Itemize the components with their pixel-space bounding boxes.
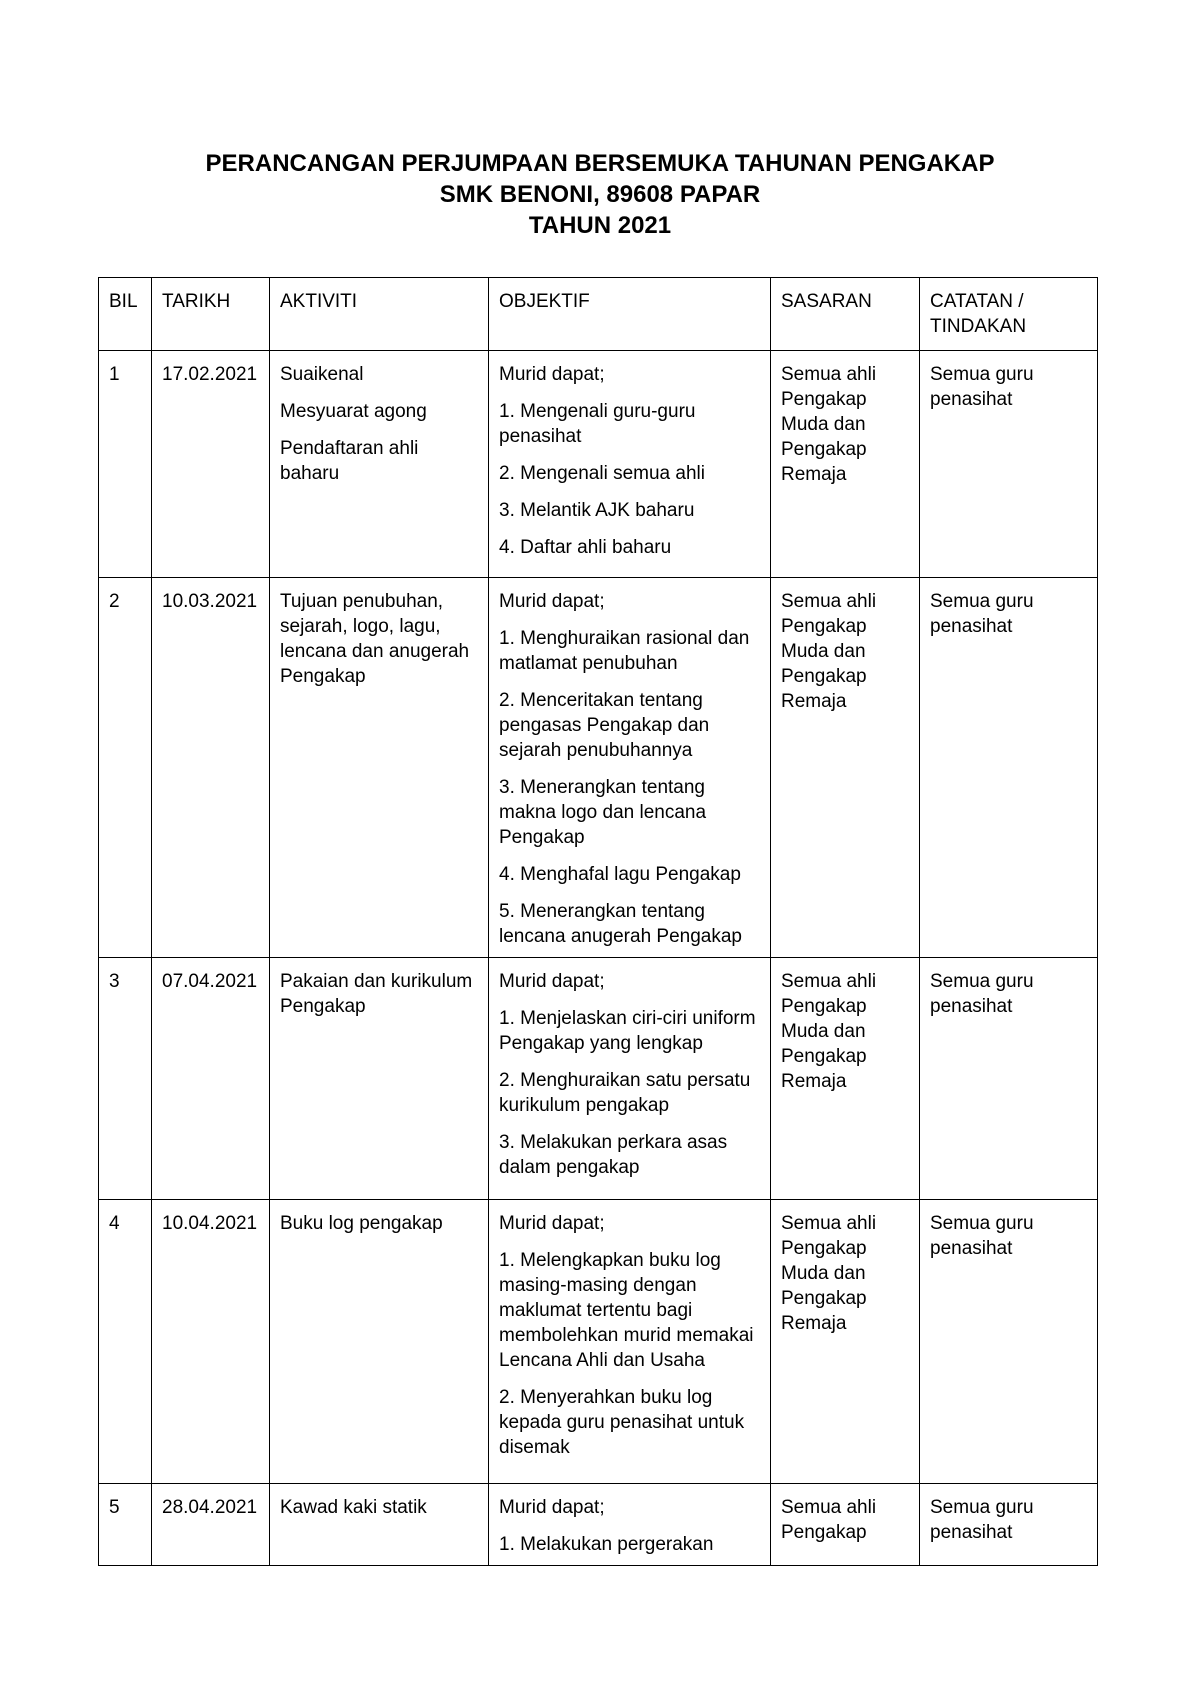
- aktiviti-item: Mesyuarat agong: [280, 401, 427, 422]
- document-title: [0, 148, 1200, 241]
- objektif-item: Murid dapat;: [499, 591, 605, 612]
- aktiviti-item: Pakaian dan kurikulum Pengakap: [280, 971, 473, 1017]
- objektif-item: 5. Menerangkan tentang lencana anugerah Pengakap: [499, 901, 742, 947]
- cell-objektif: [489, 578, 771, 958]
- cell-objektif: [489, 1484, 771, 1566]
- cell-objektif: [489, 1200, 771, 1484]
- header-tarikh: TARIKH: [152, 278, 270, 351]
- title-line-1: PERANCANGAN PERJUMPAAN BERSEMUKA TAHUNAN PENGAKAP: [205, 150, 995, 177]
- objektif-item: 2. Mengenali semua ahli: [499, 463, 705, 484]
- aktiviti-item: Tujuan penubuhan, sejarah, logo, lagu, lencana dan anugerah Pengakap: [280, 591, 470, 687]
- meeting-plan-table: [98, 277, 1098, 1566]
- cell-tarikh: 10.03.2021: [152, 578, 270, 958]
- cell-sasaran: Semua ahli Pengakap Muda dan Pengakap Remaja: [771, 351, 920, 578]
- objektif-item: 2. Menceritakan tentang pengasas Pengakap dan sejarah penubuhannya: [499, 690, 710, 761]
- aktiviti-item: Pendaftaran ahli baharu: [280, 438, 419, 484]
- title-line-2: SMK BENONI, 89608 PAPAR: [439, 181, 761, 208]
- objektif-item: 4. Daftar ahli baharu: [499, 537, 672, 558]
- cell-aktiviti: [270, 1200, 489, 1484]
- cell-objektif: [489, 351, 771, 578]
- aktiviti-item: Buku log pengakap: [280, 1213, 443, 1234]
- cell-aktiviti: [270, 351, 489, 578]
- objektif-item: 1. Melengkapkan buku log masing-masing dengan maklumat tertentu bagi membolehkan murid memakai Lencana Ahli dan Usaha: [499, 1250, 754, 1371]
- cell-catatan: Semua guru penasihat: [920, 578, 1098, 958]
- cell-catatan: Semua guru penasihat: [920, 351, 1098, 578]
- objektif-item: 3. Melantik AJK baharu: [499, 500, 695, 521]
- objektif-item: 2. Menghuraikan satu persatu kurikulum pengakap: [499, 1070, 751, 1116]
- cell-bil: 4: [99, 1200, 152, 1484]
- table-row: [99, 578, 1098, 958]
- cell-catatan: Semua guru penasihat: [920, 1200, 1098, 1484]
- objektif-item: 2. Menyerahkan buku log kepada guru penasihat untuk disemak: [499, 1387, 745, 1458]
- cell-sasaran: Semua ahli Pengakap: [771, 1484, 920, 1566]
- objektif-item: 4. Menghafal lagu Pengakap: [499, 864, 741, 885]
- objektif-item: 3. Melakukan perkara asas dalam pengakap: [499, 1132, 728, 1178]
- table-row: [99, 351, 1098, 578]
- cell-tarikh: 07.04.2021: [152, 958, 270, 1200]
- objektif-item: Murid dapat;: [499, 971, 605, 992]
- objektif-item: Murid dapat;: [499, 1497, 605, 1518]
- header-bil: BIL: [99, 278, 152, 351]
- table-row: [99, 1484, 1098, 1566]
- objektif-item: 3. Menerangkan tentang makna logo dan lencana Pengakap: [499, 777, 707, 848]
- cell-sasaran: Semua ahli Pengakap Muda dan Pengakap Remaja: [771, 578, 920, 958]
- header-aktiviti: AKTIVITI: [270, 278, 489, 351]
- cell-sasaran: Semua ahli Pengakap Muda dan Pengakap Remaja: [771, 958, 920, 1200]
- cell-bil: 3: [99, 958, 152, 1200]
- cell-tarikh: 17.02.2021: [152, 351, 270, 578]
- cell-sasaran: Semua ahli Pengakap Muda dan Pengakap Remaja: [771, 1200, 920, 1484]
- cell-aktiviti: [270, 1484, 489, 1566]
- cell-catatan: Semua guru penasihat: [920, 958, 1098, 1200]
- cell-bil: 2: [99, 578, 152, 958]
- title-line-3: TAHUN 2021: [528, 212, 672, 239]
- header-objektif: OBJEKTIF: [489, 278, 771, 351]
- table-row: [99, 1200, 1098, 1484]
- header-sasaran: SASARAN: [771, 278, 920, 351]
- cell-tarikh: 28.04.2021: [152, 1484, 270, 1566]
- objektif-item: 1. Menjelaskan ciri-ciri uniform Pengakap yang lengkap: [499, 1008, 756, 1054]
- objektif-item: 1. Menghuraikan rasional dan matlamat penubuhan: [499, 628, 750, 674]
- cell-tarikh: 10.04.2021: [152, 1200, 270, 1484]
- cell-aktiviti: [270, 958, 489, 1200]
- table-header-row: [99, 278, 1098, 351]
- cell-objektif: [489, 958, 771, 1200]
- header-catatan: CATATAN / TINDAKAN: [920, 278, 1098, 351]
- cell-bil: 1: [99, 351, 152, 578]
- objektif-item: Murid dapat;: [499, 1213, 605, 1234]
- objektif-item: Murid dapat;: [499, 364, 605, 385]
- table-row: [99, 958, 1098, 1200]
- cell-catatan: Semua guru penasihat: [920, 1484, 1098, 1566]
- objektif-item: 1. Mengenali guru-guru penasihat: [499, 401, 696, 447]
- aktiviti-item: Kawad kaki statik: [280, 1497, 427, 1518]
- cell-bil: 5: [99, 1484, 152, 1566]
- cell-aktiviti: [270, 578, 489, 958]
- aktiviti-item: Suaikenal: [280, 364, 364, 385]
- objektif-item: 1. Melakukan pergerakan: [499, 1534, 714, 1555]
